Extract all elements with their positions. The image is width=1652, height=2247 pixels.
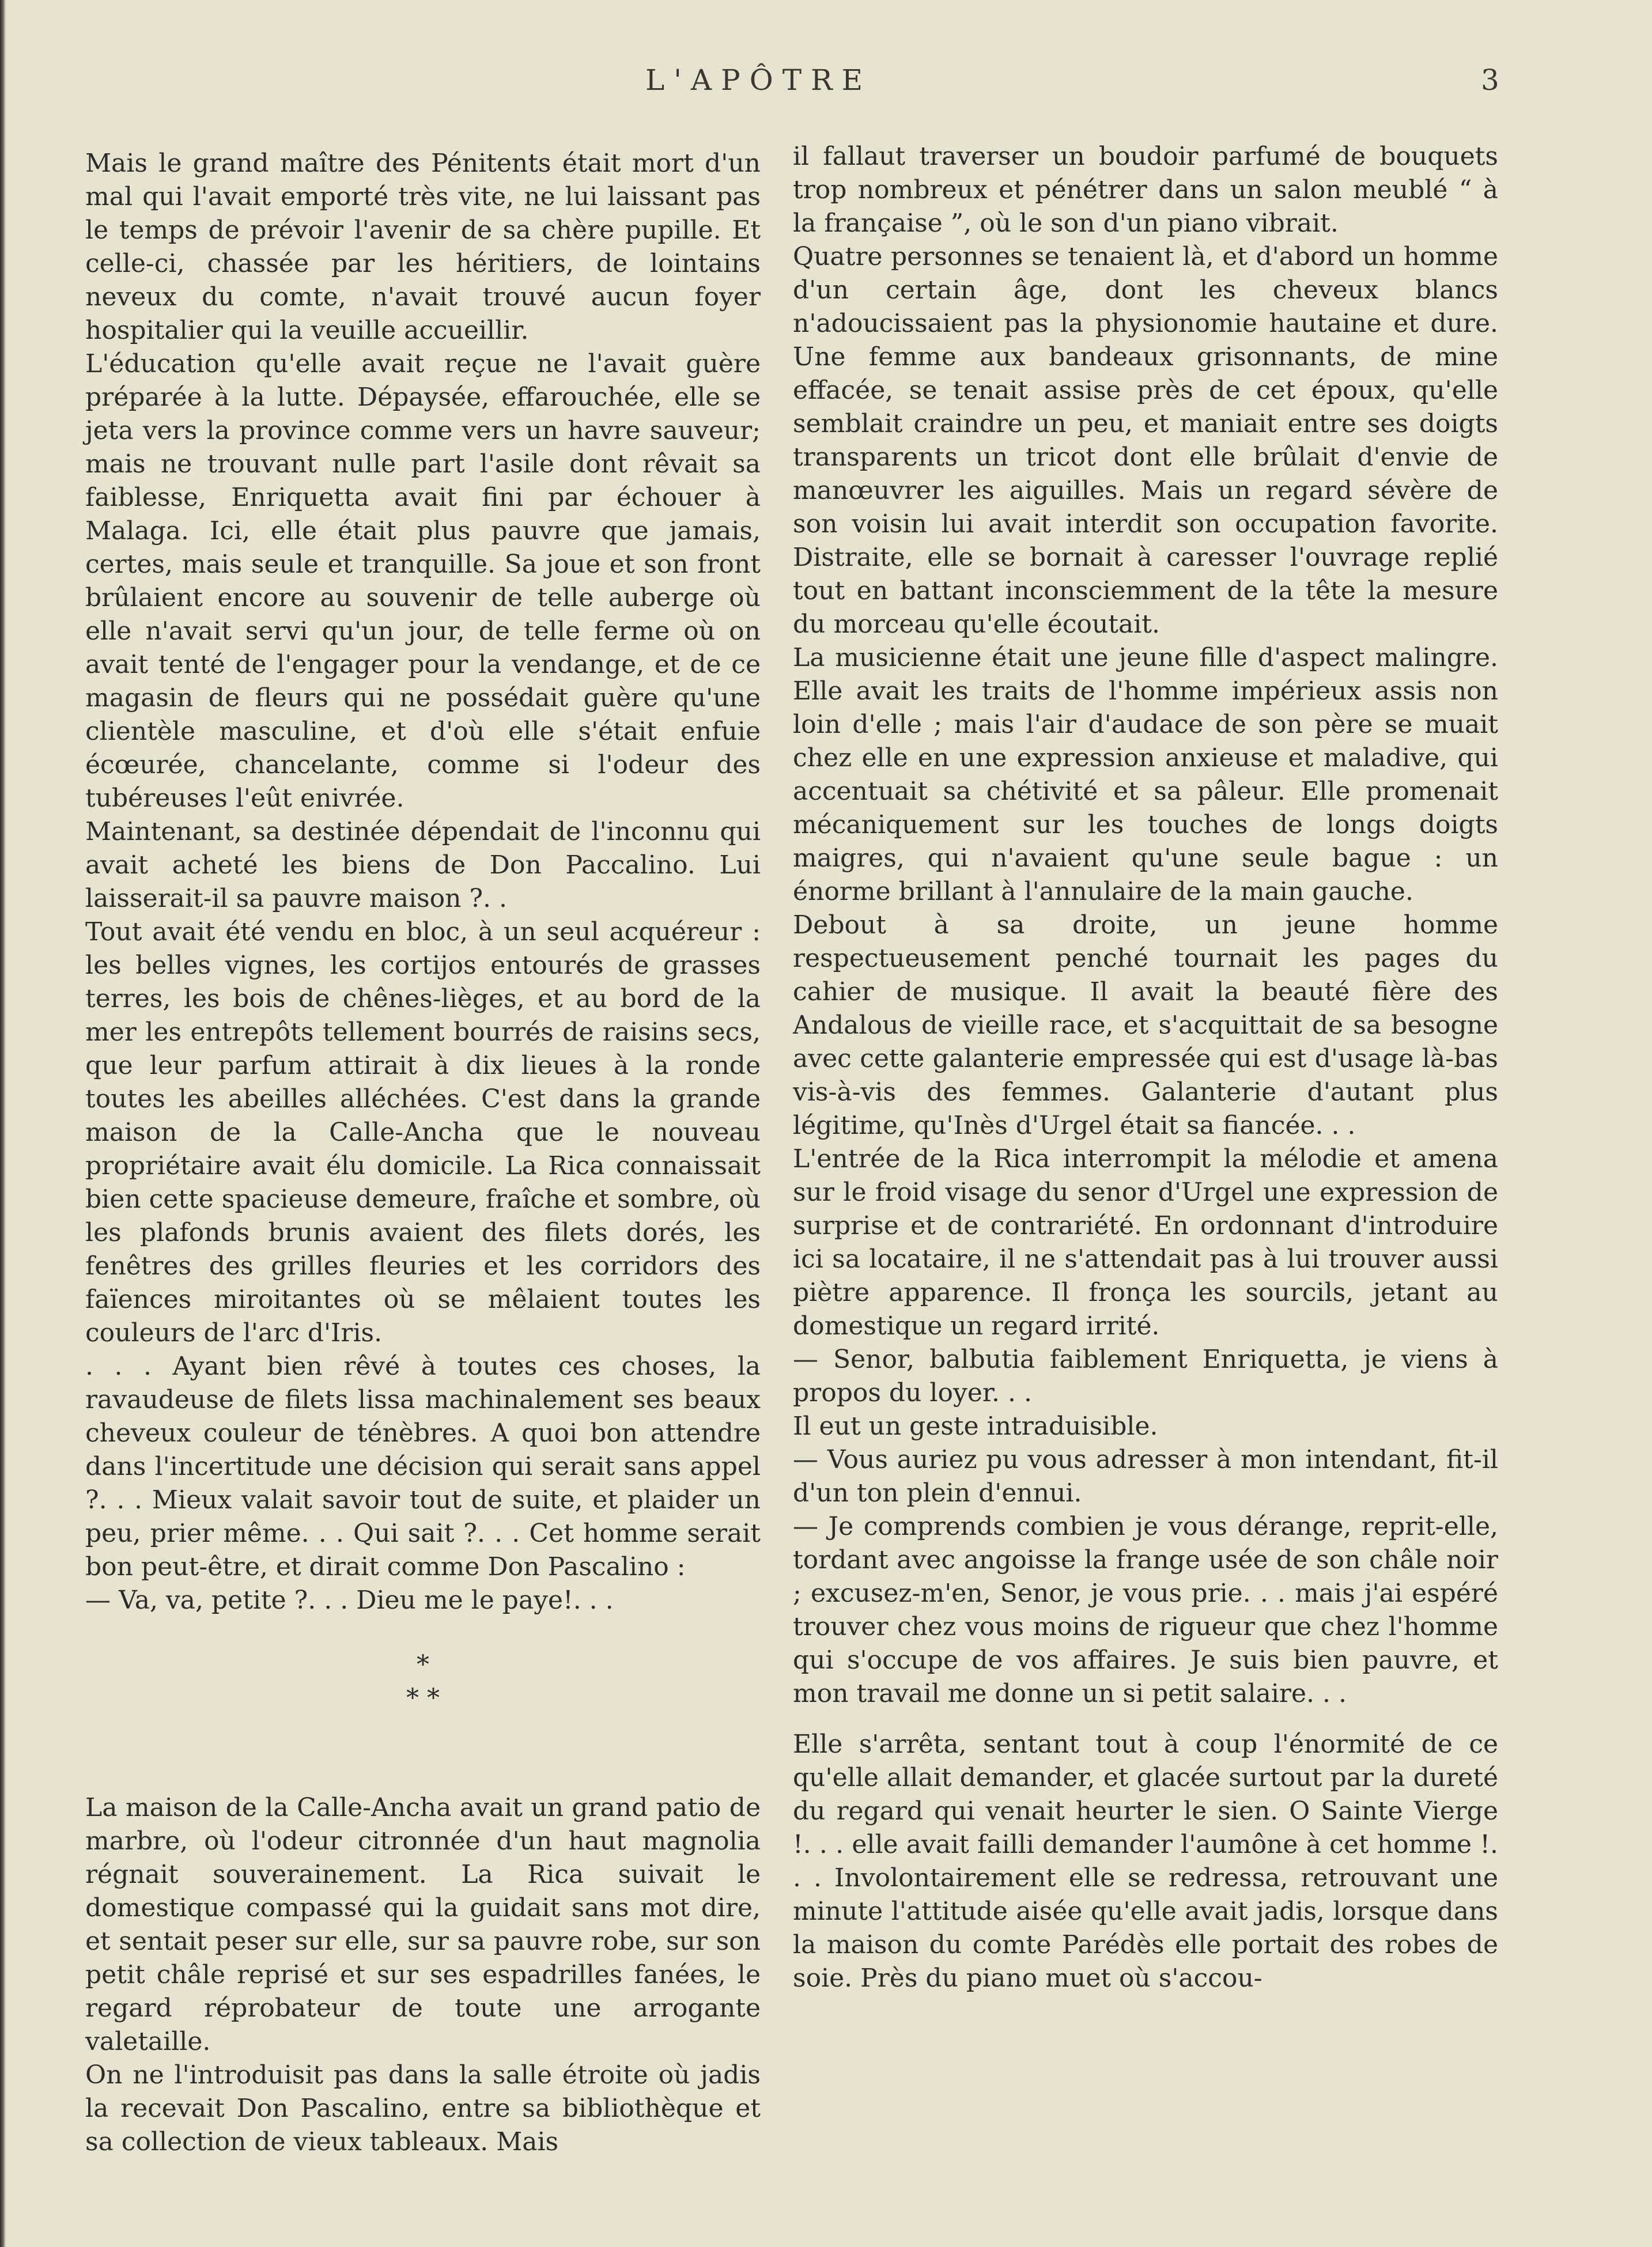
paragraph: Quatre personnes se tenaient là, et d'abord un homme d'un certain âge, dont les cheveux blancs n'adoucissaient pas la physionomie hautaine et dure. Une femme aux bandeaux grisonnants, de mine effacée, se tenait assise près de cet époux, qu'elle semblait craindre un peu, et maniait entre ses doigts transparents un tricot dont elle brûlait d'envie de manœuvrer les aiguilles. Mais un regard sévère de son voisin lui avait interdit son occupation favorite. Distraite, elle se bornait à caresser l'ouvrage replié tout en battant inconsciemment de la tête la mesure du morceau qu'elle écoutait. — [793, 242, 1498, 639]
paragraph: La maison de la Calle-Ancha avait un grand patio de marbre, où l'odeur citronnée d'un haut magnolia régnait souverainement. La Rica suivait le domestique compassé qui la guidait sans mot dire, et sentait peser sur elle, sur sa pauvre robe, sur son petit châle reprisé et sur ses espadrilles fanées, le regard réprobateur de toute une arrogante valetaille. — [85, 1793, 761, 2056]
paragraph-gap — [793, 1711, 1498, 1728]
paragraph: — Je comprends combien je vous dérange, reprit-elle, tordant avec angoisse la frange usée de son châle noir ; excusez-m'en, Senor, je vous prie. . . mais j'ai espéré trouver chez vous moins de rigueur que chez l'homme qui s'occupe de vos affaires. Je suis bien pauvre, et mon travail me donne un si petit salaire. . . — [793, 1512, 1498, 1708]
paragraph: Elle s'arrêta, sentant tout à coup l'énormité de ce qu'elle allait demander, et glacée surtout par la dureté du regard qui venait heurter le sien. O Sainte Vierge !. . . elle avait failli demander l'aumône à cet homme !. . . Involontairement elle se redressa, retrouvant une minute l'attitude aisée qu'elle avait jadis, lorsque dans la maison du comte Parédès elle portait des robes de soie. Près du piano muet où s'accou- — [793, 1730, 1498, 1993]
paragraph: L'entrée de la Rica interrompit la mélodie et amena sur le froid visage du senor d'Urgel une expression de surprise et de contrariété. En ordonnant d'introduire ici sa locataire, il ne s'attendait pas à lui trouver aussi piètre apparence. Il fronça les sourcils, jetant au domestique un regard irrité. — [793, 1144, 1498, 1341]
paragraph: — Va, va, petite ?. . . Dieu me le paye!. . . — [85, 1586, 614, 1615]
section-separator — [85, 1648, 761, 1715]
paragraph: L'éducation qu'elle avait reçue ne l'avait guère préparée à la lutte. Dépaysée, effarouchée, elle se jeta vers la province comme vers un havre sauveur; mais ne trouvant nulle part l'asile dont rêvait sa faiblesse, Enriquetta avait fini par échouer à Malaga. Ici, elle était plus pauvre que jamais, certes, mais seule et tranquille. Sa joue et son front brûlaient encore au souvenir de telle auberge où elle n'avait servi qu'un jour, de telle ferme où on avait tenté de l'engager pour la vendange, et de ce magasin de fleurs qui ne possédait guère qu'une clientèle masculine, et d'où elle s'était enfuie écœurée, chancelante, comme si l'odeur des tubéreuses l'eût enivrée. — [85, 349, 761, 813]
separator-stars: * * — [406, 1684, 440, 1713]
paragraph: il fallaut traverser un boudoir parfumé de bouquets trop nombreux et pénétrer dans un salon meublé “ à la française ”, où le son d'un piano vibrait. — [793, 142, 1498, 238]
left-column — [85, 147, 761, 2159]
paragraph: Debout à sa droite, un jeune homme respectueusement penché tournait les pages du cahier de musique. Il avait la beauté fière des Andalous de vieille race, et s'acquittait de sa besogne avec cette galanterie empressée qui est d'usage là-bas vis-à-vis des femmes. Galanterie d'autant plus légitime, qu'Inès d'Urgel était sa fiancée. . . — [793, 910, 1498, 1140]
running-title: L'APÔTRE — [645, 63, 872, 97]
right-column — [793, 140, 1498, 1995]
page-binding-edge — [0, 0, 6, 2247]
separator-star: * — [417, 1650, 429, 1679]
paragraph: On ne l'introduisit pas dans la salle étroite où jadis la recevait Don Pascalino, entre sa bibliothèque et sa collection de vieux tableaux. Mais — [85, 2060, 761, 2157]
paragraph: . . . Ayant bien rêvé à toutes ces choses, la ravaudeuse de filets lissa machinalement ses beaux cheveux couleur de ténèbres. A quoi bon attendre dans l'incertitude une décision qui serait sans appel ?. . . Mieux valait savoir tout de suite, et plaider un peu, prier même. . . Qui sait ?. . . Cet homme serait bon peut-être, et dirait comme Don Pascalino : — [85, 1352, 761, 1582]
paragraph: La musicienne était une jeune fille d'aspect malingre. Elle avait les traits de l'homme impérieux assis non loin d'elle ; mais l'air d'audace de son père se muait chez elle en une expression anxieuse et maladive, qui accentuait sa chétivité et sa pâleur. Elle promenait mécaniquement sur les touches de longs doigts maigres, qui n'avaient qu'une seule bague : un énorme brillant à l'annulaire de la main gauche. — [793, 643, 1498, 906]
paragraph: Maintenant, sa destinée dépendait de l'inconnu qui avait acheté les biens de Don Paccalino. Lui laisserait-il sa pauvre maison ?. . — [85, 817, 761, 913]
page-number: 3 — [1481, 63, 1499, 97]
paragraph: — Vous auriez pu vous adresser à mon intendant, fit-il d'un ton plein d'ennui. — [793, 1445, 1498, 1508]
paragraph: Il eut un geste intraduisible. — [793, 1412, 1158, 1441]
paragraph: — Senor, balbutia faiblement Enriquetta, je viens à propos du loyer. . . — [793, 1345, 1498, 1408]
paragraph: Tout avait été vendu en bloc, à un seul acquéreur : les belles vignes, les cortijos entourés de grasses terres, les bois de chênes-lièges, et au bord de la mer les entrepôts tellement bourrés de raisins secs, que leur parfum attirait à dix lieues à la ronde toutes les abeilles alléchées. C'est dans la grande maison de la Calle-Ancha que le nouveau propriétaire avait élu domicile. La Rica connaissait bien cette spacieuse demeure, fraîche et sombre, où les plafonds brunis avaient des filets dorés, les fenêtres des grilles fleuries et les corridors des faïences miroitantes où se mêlaient toutes les couleurs de l'arc d'Iris. — [85, 917, 761, 1348]
paragraph: Mais le grand maître des Pénitents était mort d'un mal qui l'avait emporté très vite, ne lui laissant pas le temps de prévoir l'avenir de sa chère pupille. Et celle-ci, chassée par les héritiers, de lointains neveux du comte, n'avait trouvé aucun foyer hospitalier qui la veuille accueillir. — [85, 149, 761, 345]
running-header — [0, 58, 1652, 104]
